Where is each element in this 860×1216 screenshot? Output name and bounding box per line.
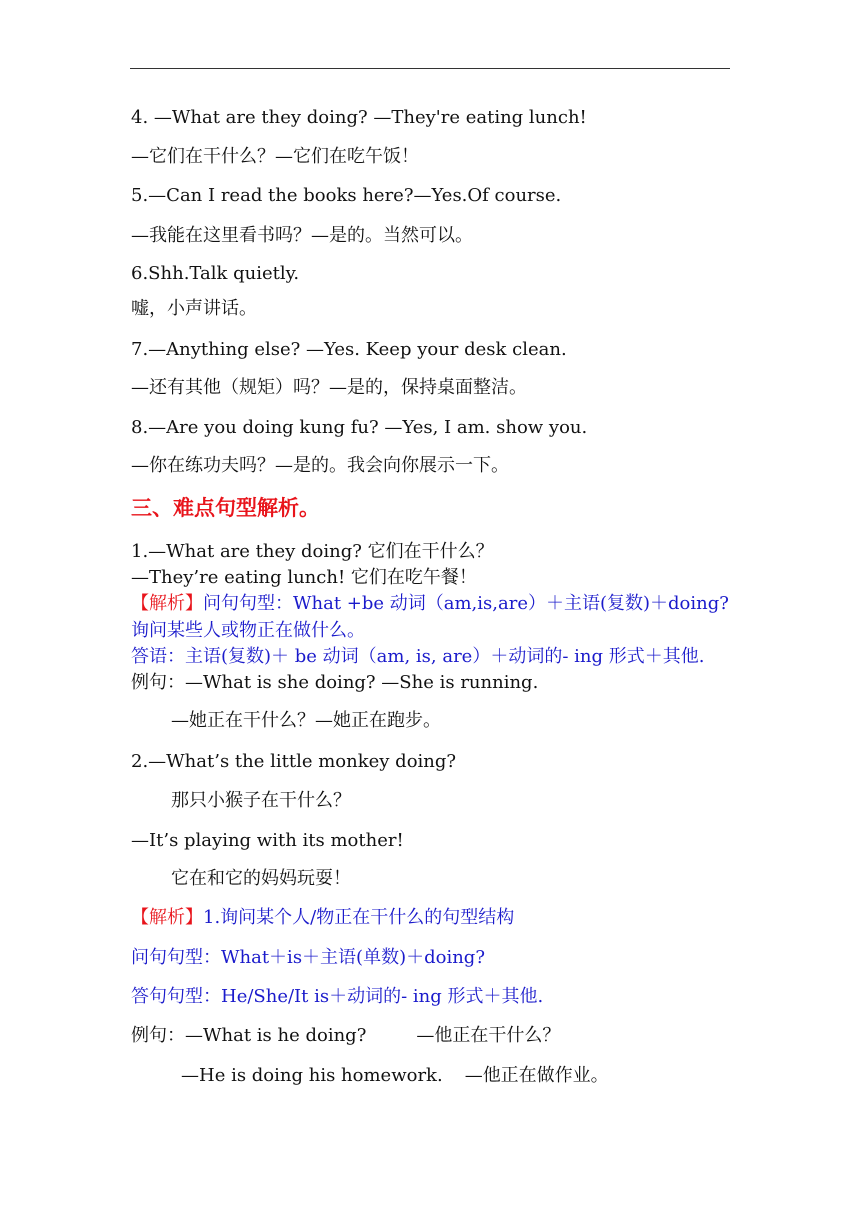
section-heading: 三、难点句型解析。	[131, 495, 320, 520]
analysis-tag: 【解析】	[131, 907, 203, 928]
sentence-5-chinese: —我能在这里看书吗？—是的。当然可以。	[131, 225, 473, 246]
item2-analysis	[131, 906, 514, 930]
item2-answer-pattern: 答句句型：He/She/It is＋动词的- ing 形式＋其他.	[131, 986, 544, 1007]
sentence-7-english: 7.—Anything else? —Yes. Keep your desk clean.	[131, 339, 567, 360]
example-answer-chinese: —他正在做作业。	[464, 1065, 609, 1086]
item1-analysis-note: 询问某些人或物正在做什么。	[131, 620, 365, 641]
item2-question-chinese: 那只小猴子在干什么？	[171, 790, 351, 811]
example-answer: —He is doing his homework.	[181, 1065, 443, 1086]
sentence-8-chinese: —你在练功夫吗？—是的。我会向你展示一下。	[131, 455, 509, 476]
example-question: —What is he doing?	[185, 1025, 367, 1046]
item2-analysis-text: 1.询问某个人/物正在干什么的句型结构	[203, 907, 515, 928]
item2-answer-chinese: 它在和它的妈妈玩耍！	[171, 868, 351, 889]
item1-question: 1.—What are they doing? 它们在干什么？	[131, 541, 494, 562]
item1-answer: —They’re eating lunch! 它们在吃午餐！	[131, 567, 477, 588]
item1-analysis	[131, 592, 729, 616]
item1-answer-pattern: 答语：主语(复数)＋ be 动词（am, is, are）＋动词的- ing 形式＋其他.	[131, 646, 705, 667]
analysis-tag: 【解析】	[131, 593, 203, 614]
item1-example: 例句：—What is she doing? —She is running.	[131, 672, 539, 693]
item1-example-chinese: —她正在干什么？—她正在跑步。	[171, 710, 441, 731]
example-question-chinese: —他正在干什么？	[416, 1025, 561, 1046]
sentence-8-english: 8.—Are you doing kung fu? —Yes, I am. show you.	[131, 417, 588, 438]
sentence-7-chinese: —还有其他（规矩）吗？—是的，保持桌面整洁。	[131, 377, 527, 398]
header-rule	[130, 68, 730, 69]
sentence-6-chinese: 嘘，小声讲话。	[131, 298, 257, 319]
item2-question: 2.—What’s the little monkey doing?	[131, 751, 457, 772]
sentence-4-chinese: —它们在干什么？—它们在吃午饭！	[131, 146, 419, 167]
sentence-5-english: 5.—Can I read the books here?—Yes.Of course.	[131, 185, 562, 206]
example-label: 例句：	[131, 1025, 185, 1046]
item2-answer: —It’s playing with its mother!	[131, 830, 404, 851]
item2-example-answer	[181, 1064, 609, 1088]
item1-question-pattern: 问句句型：What +be 动词（am,is,are）＋主语(复数)＋doing?	[203, 593, 729, 614]
sentence-4-english: 4. —What are they doing? —They're eating lunch!	[131, 107, 587, 128]
sentence-6-english: 6.Shh.Talk quietly.	[131, 263, 300, 284]
item2-example	[131, 1024, 560, 1048]
item2-question-pattern: 问句句型：What＋is＋主语(单数)＋doing?	[131, 947, 485, 968]
